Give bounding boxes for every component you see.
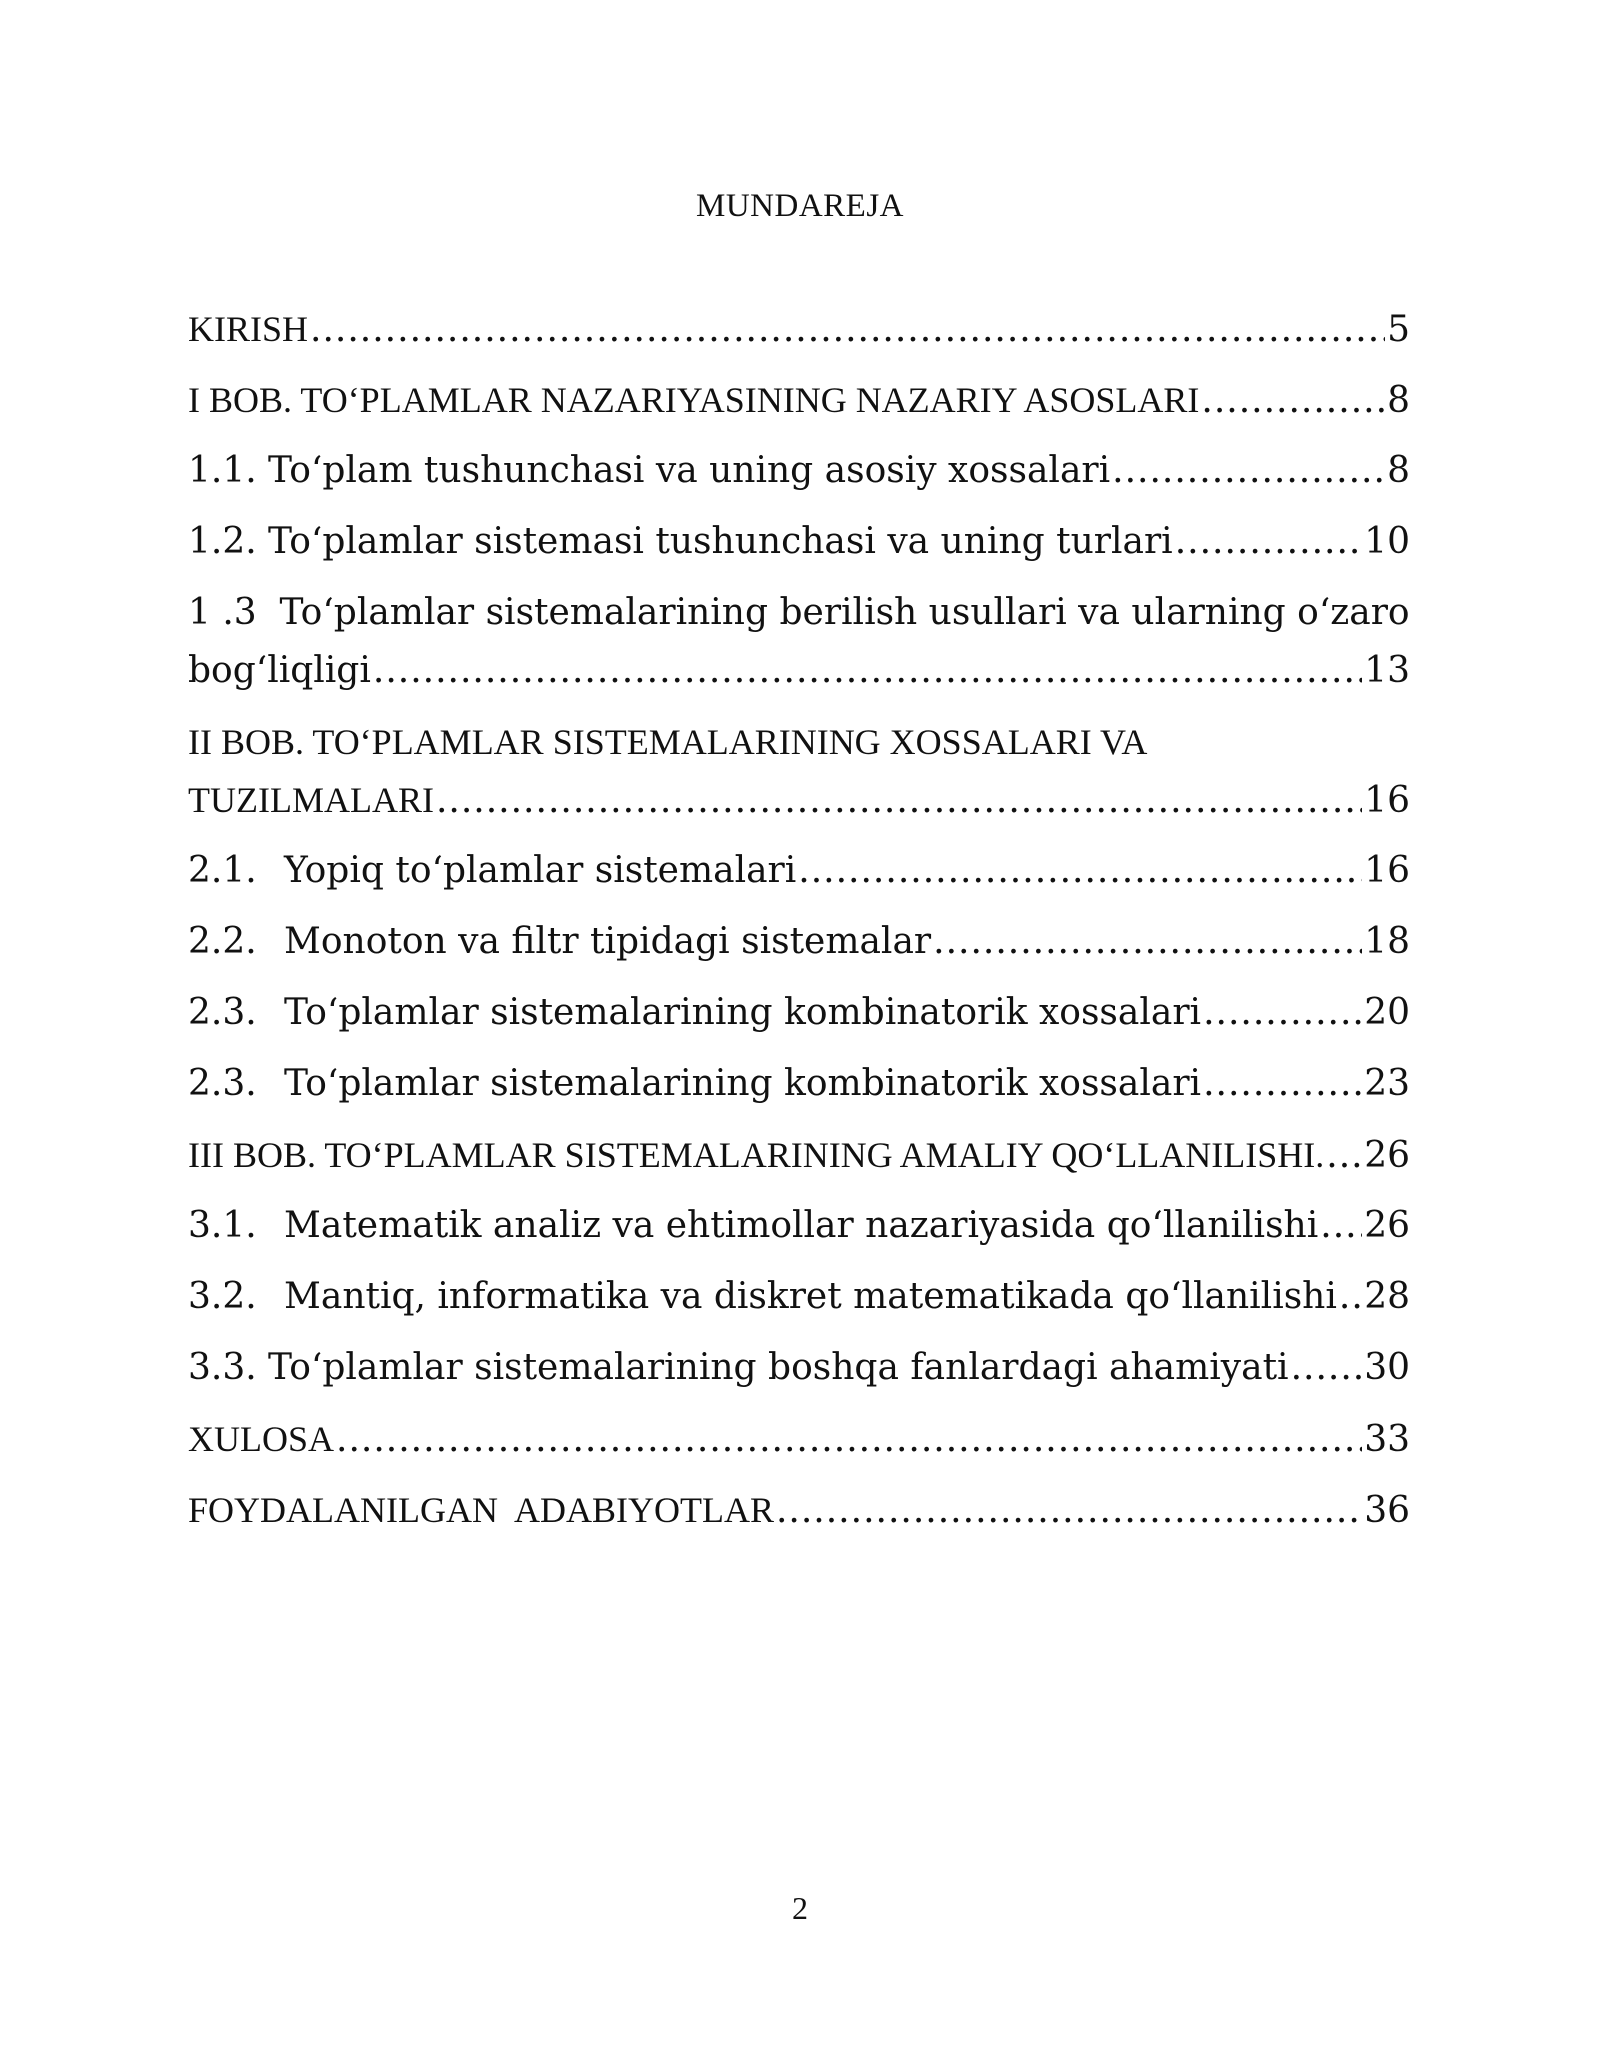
toc-entry-1-1 — [188, 442, 1410, 500]
toc-entry-3-1 — [188, 1197, 1410, 1255]
toc-entry-title: Yopiq to‘plamlar sistemalari — [284, 850, 797, 891]
toc-entry-xulosa — [188, 1410, 1410, 1468]
toc-entry-2-2 — [188, 913, 1410, 971]
dot-leader — [1175, 513, 1363, 571]
page-title: MUNDAREJA — [695, 188, 904, 224]
dot-leader — [1203, 984, 1362, 1042]
toc-entry-kirish — [188, 300, 1410, 358]
toc-entry-number: 3.1. — [188, 1205, 257, 1246]
dot-leader — [1291, 1339, 1363, 1397]
dot-leader — [1203, 1055, 1362, 1113]
toc-entry-number: 1 .3 — [188, 592, 257, 633]
toc-entry-3-3 — [188, 1339, 1410, 1397]
toc-entry-number: 1.1. — [188, 450, 257, 491]
toc-entry-title: To‘plam tushunchasi va uning asosiy xossalari — [268, 450, 1111, 491]
dot-leader — [436, 772, 1362, 830]
toc-entry-title: To‘plamlar sistemalarining berilish usullari va ularning o‘zaro — [279, 592, 1410, 633]
toc-entry-references — [188, 1481, 1410, 1539]
toc-entry-title: Matematik analiz va ehtimollar nazariyasida qo‘llanilishi — [284, 1205, 1319, 1246]
toc-entry-number: 2.1. — [188, 850, 257, 891]
dot-leader — [1326, 1127, 1362, 1185]
toc-entry-title-continued: bog‘liqligi — [188, 650, 371, 691]
toc-entry-page: 10 — [1364, 521, 1410, 562]
dot-leader — [933, 913, 1362, 971]
toc-entry-title: To‘plamlar sistemalarining kombinatorik xossalari — [284, 992, 1202, 1033]
dot-leader — [336, 1411, 1362, 1469]
toc-entry-title: XULOSA — [188, 1419, 335, 1459]
dot-leader — [1112, 442, 1385, 500]
toc-entry-3-2 — [188, 1268, 1410, 1326]
toc-entry-number: 2.3. — [188, 1063, 257, 1104]
toc-entry-number: 3.2. — [188, 1276, 257, 1317]
toc-entry-2-3-repeat — [188, 1055, 1410, 1113]
toc-entry-page: 8 — [1387, 380, 1410, 421]
toc-entry-title: FOYDALANILGAN ADABIYOTLAR — [188, 1490, 774, 1530]
toc-entry-page: 16 — [1364, 780, 1410, 821]
dot-leader — [310, 301, 1385, 359]
dot-leader — [373, 642, 1362, 700]
toc-entry-title: I BOB. TO‘PLAMLAR NAZARIYASINING NAZARIY ASOSLARI — [188, 380, 1200, 420]
toc-entry-title: Mantiq, informatika va diskret matematikada qo‘llanilishi — [284, 1276, 1337, 1317]
toc-entry-page: 8 — [1387, 450, 1410, 491]
dot-leader — [776, 1482, 1362, 1540]
dot-leader — [798, 842, 1362, 900]
toc-entry-1-2 — [188, 513, 1410, 571]
toc-entry-page: 20 — [1364, 992, 1410, 1033]
toc-entry-title: To‘plamlar sistemasi tushunchasi va uning turlari — [268, 521, 1173, 562]
toc-entry-title: II BOB. TO‘PLAMLAR SISTEMALARINING XOSSALARI VA — [188, 722, 1148, 762]
dot-leader — [1320, 1197, 1362, 1255]
toc-entry-page: 30 — [1364, 1347, 1410, 1388]
toc-entry-page: 33 — [1364, 1419, 1410, 1460]
toc-entry-chapter-1 — [188, 371, 1410, 429]
toc-entry-title-continued: TUZILMALARI — [188, 780, 434, 820]
toc-entry-page: 36 — [1364, 1490, 1410, 1531]
toc-entry-title: Monoton va filtr tipidagi sistemalar — [284, 921, 932, 962]
toc-entry-2-3 — [188, 984, 1410, 1042]
page-number: 2 — [792, 1890, 808, 1926]
toc-entry-number: 1.2. — [188, 521, 257, 562]
toc-entry-page: 23 — [1364, 1063, 1410, 1104]
toc-entry-page: 26 — [1364, 1205, 1410, 1246]
toc-entry-title: To‘plamlar sistemalarining boshqa fanlardagi ahamiyati — [268, 1347, 1289, 1388]
toc-entry-number: 2.2. — [188, 921, 257, 962]
toc-entry-page: 16 — [1364, 850, 1410, 891]
toc-entry-page: 13 — [1364, 650, 1410, 691]
toc-entry-chapter-2 — [188, 713, 1410, 829]
toc-entry-title: KIRISH — [188, 309, 309, 349]
toc-entry-page: 28 — [1364, 1276, 1410, 1317]
toc-entry-title: To‘plamlar sistemalarining kombinatorik xossalari — [284, 1063, 1202, 1104]
dot-leader — [1339, 1268, 1362, 1326]
toc-entry-2-1 — [188, 842, 1410, 900]
toc-entry-number: 2.3. — [188, 992, 257, 1033]
toc-entry-1-3 — [188, 584, 1410, 700]
toc-entry-page: 18 — [1364, 921, 1410, 962]
toc-entry-title: III BOB. TO‘PLAMLAR SISTEMALARINING AMALIY QO‘LLANILISHI. — [188, 1135, 1325, 1175]
toc-entry-chapter-3 — [188, 1126, 1410, 1184]
toc-entry-page: 26 — [1364, 1135, 1410, 1176]
table-of-contents — [188, 300, 1410, 1552]
toc-entry-number: 3.3. — [188, 1347, 257, 1388]
dot-leader — [1201, 372, 1385, 430]
toc-entry-page: 5 — [1387, 309, 1410, 350]
